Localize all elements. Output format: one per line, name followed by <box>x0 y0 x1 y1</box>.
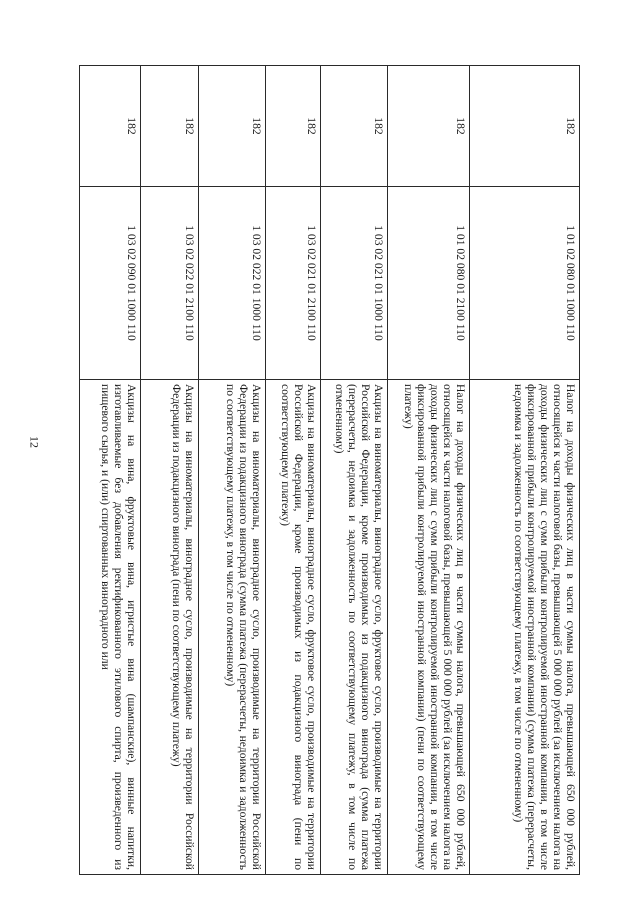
admin-code-cell: 182 <box>321 66 388 187</box>
description-cell: Акцизы на виноматериалы, виноградное сусло, производимые на территории Российской Федерации из подакцизного винограда (пени по соответствующему платежу) <box>141 380 199 875</box>
kbk-code-cell: 1 03 02 022 01 1000 110 <box>199 187 266 380</box>
page-number: 12 <box>27 436 42 448</box>
admin-code-cell: 182 <box>470 66 580 187</box>
table-row <box>80 66 141 875</box>
admin-code-cell: 182 <box>266 66 321 187</box>
description-cell: Акцизы на виноматериалы, виноградное сусло, фруктовое сусло, производимые на территории Российской Федерации, кроме производимых из подакцизного винограда (пени по соответствующему платежу) <box>266 380 321 875</box>
kbk-code-cell: 1 01 02 080 01 1000 110 <box>470 187 580 380</box>
description-cell: Акцизы на виноматериалы, виноградное сусло, фруктовое сусло, производимые на территории Российской Федерации, кроме производимых из подакцизного винограда (сумма платежа (перерасчеты, недоимка и задолженность по соответствующему платежу, в том числе по отмененному) <box>321 380 388 875</box>
admin-code-cell: 182 <box>80 66 141 187</box>
budget-revenue-codes-table <box>79 65 580 875</box>
table-row <box>141 66 199 875</box>
admin-code-cell: 182 <box>388 66 470 187</box>
rotated-page-content <box>80 65 580 875</box>
kbk-code-cell: 1 03 02 022 01 2100 110 <box>141 187 199 380</box>
table-row <box>199 66 266 875</box>
kbk-code-cell: 1 01 02 080 01 2100 110 <box>388 187 470 380</box>
table-row <box>388 66 470 875</box>
kbk-code-cell: 1 03 02 021 01 1000 110 <box>321 187 388 380</box>
description-cell: Налог на доходы физических лиц в части суммы налога, превышающей 650 000 рублей, относящейся к части налоговой базы, превышающей 5 000 000 рублей (за исключением налога на доходы физических лиц с сумм прибыли контролируемой иностранной компании, в том числе фиксированной прибыли контролируемой иностранной компании) (пени по соответствующему платежу) <box>388 380 470 875</box>
admin-code-cell: 182 <box>199 66 266 187</box>
kbk-code-cell: 1 03 02 021 01 2100 110 <box>266 187 321 380</box>
table-row <box>266 66 321 875</box>
kbk-code-cell: 1 03 02 090 01 1000 110 <box>80 187 141 380</box>
description-cell: Акцизы на виноматериалы, виноградное сусло, производимые на территории Российской Федерации из подакцизного винограда (сумма платежа (перерасчеты, недоимка и задолженность по соответствующему платежу, в том числе по отмененному) <box>199 380 266 875</box>
description-cell: Налог на доходы физических лиц в части суммы налога, превышающей 650 000 рублей, относящейся к части налоговой базы, превышающей 5 000 000 рублей (за исключением налога на доходы физических лиц с сумм прибыли контролируемой иностранной компании, в том числе фиксированной прибыли контролируемой иностранной компании) (сумма платежа (перерасчеты, недоимка и задолженность по соответствующему платежу, в том числе по отмененному) <box>470 380 580 875</box>
description-cell: Акцизы на вина, фруктовые вина, игристые вина (шампанские), винные напитки, изготавливаемые без добавления ректификованного этилового спирта, произведенного из пищевого сырья, и (или) спиртованных виноградного или <box>80 380 141 875</box>
admin-code-cell: 182 <box>141 66 199 187</box>
table-row <box>321 66 388 875</box>
table-row <box>470 66 580 875</box>
